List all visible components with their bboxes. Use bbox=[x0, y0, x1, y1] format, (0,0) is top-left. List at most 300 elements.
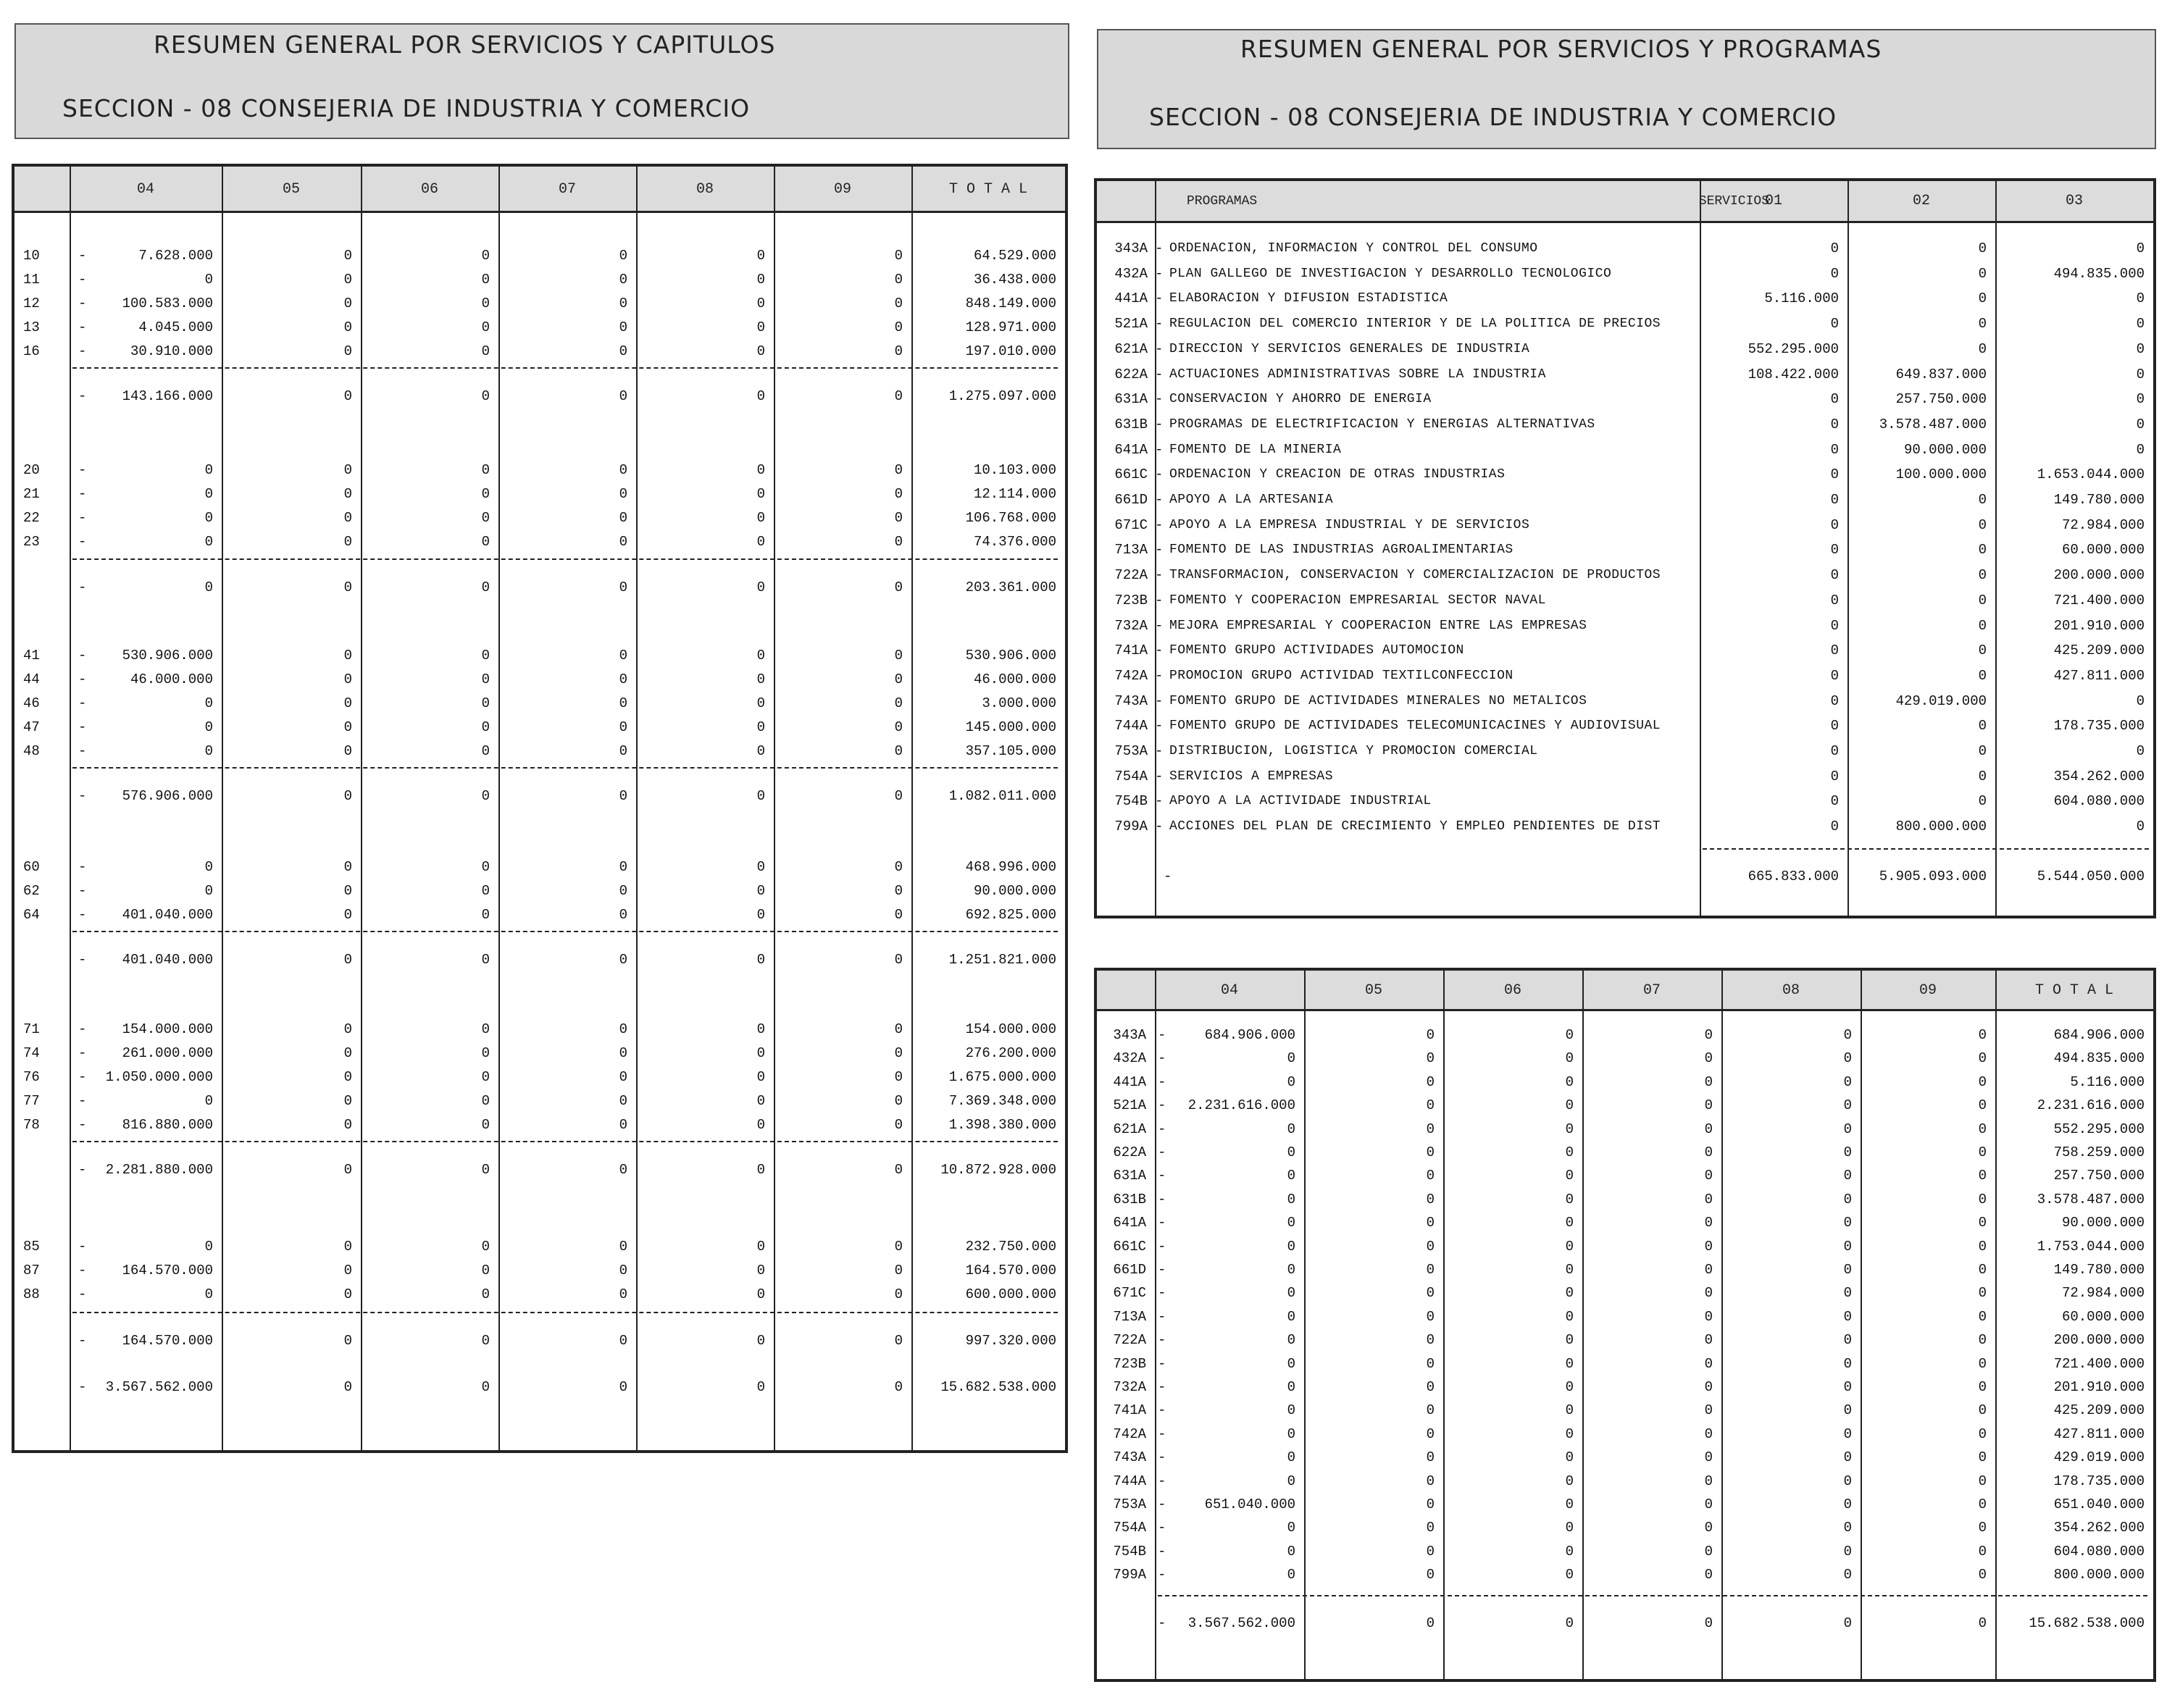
row-code: 78 bbox=[23, 1117, 40, 1133]
row-value: 46.000.000 bbox=[130, 671, 213, 687]
row-value: 0 bbox=[894, 534, 903, 550]
row-value: 0 bbox=[1978, 1262, 1987, 1278]
row-value: 0 bbox=[1426, 1496, 1435, 1512]
row-value: 0 bbox=[1843, 1168, 1852, 1184]
row-value: 0 bbox=[1843, 1239, 1852, 1255]
row-value: 0 bbox=[756, 1093, 765, 1109]
row-dash: - bbox=[78, 272, 87, 288]
row-value: 0 bbox=[894, 486, 903, 502]
row-value: 0 bbox=[481, 743, 490, 759]
row-value: 0 bbox=[894, 1286, 903, 1302]
row-dash: - bbox=[1158, 1402, 1166, 1418]
row-value: 30.910.000 bbox=[130, 343, 213, 359]
row-value: 0 bbox=[481, 272, 490, 288]
row-total: 203.361.000 bbox=[965, 579, 1056, 595]
row-code: 76 bbox=[23, 1069, 40, 1085]
row-value: 0 bbox=[894, 695, 903, 711]
row-value: 0 bbox=[1426, 1332, 1435, 1348]
row-value: 0 bbox=[619, 1239, 627, 1255]
row-dash: - bbox=[1155, 567, 1164, 583]
row-value: 0 bbox=[204, 486, 213, 502]
row-value: 0 bbox=[1426, 1050, 1435, 1066]
row-value: 0 bbox=[894, 883, 903, 899]
row-dash: - bbox=[1158, 1449, 1166, 1465]
row-value: 0 bbox=[619, 486, 627, 502]
row-value: 0 bbox=[1843, 1356, 1852, 1372]
row-value: 0 bbox=[343, 296, 352, 311]
row-value: 3.578.487.000 bbox=[1879, 416, 1987, 432]
program-description: FOMENTO GRUPO DE ACTIVIDADES MINERALES NO METALICOS bbox=[1169, 694, 1587, 708]
program-code: 441A bbox=[1113, 1074, 1146, 1090]
row-value: 0 bbox=[894, 248, 903, 264]
row-value: 0 bbox=[1565, 1356, 1574, 1372]
row-value: 0 bbox=[894, 859, 903, 875]
row-value: 0 bbox=[756, 1117, 765, 1133]
row-value: 401.040.000 bbox=[122, 952, 213, 968]
row-total: 427.811.000 bbox=[2053, 1426, 2145, 1442]
program-code: 661D bbox=[1113, 1262, 1146, 1278]
row-value: 0 bbox=[2136, 316, 2145, 332]
row-value: 0 bbox=[481, 1239, 490, 1255]
row-value: 0 bbox=[1843, 1050, 1852, 1066]
row-total: 758.259.000 bbox=[2053, 1144, 2145, 1160]
separator-line bbox=[72, 1141, 1058, 1142]
row-value: 0 bbox=[1565, 1496, 1574, 1512]
row-value: 0 bbox=[894, 579, 903, 595]
row-value: 0 bbox=[1704, 1050, 1713, 1066]
row-value: 0 bbox=[1704, 1356, 1713, 1372]
program-description: REGULACION DEL COMERCIO INTERIOR Y DE LA POLITICA DE PRECIOS bbox=[1169, 317, 1661, 331]
row-total: 10.872.928.000 bbox=[940, 1162, 1056, 1178]
row-value: 0 bbox=[756, 579, 765, 595]
row-dash: - bbox=[78, 248, 87, 264]
program-description: CONSERVACION Y AHORRO DE ENERGIA bbox=[1169, 392, 1432, 406]
row-total: 600.000.000 bbox=[965, 1286, 1056, 1302]
row-value: 0 bbox=[1426, 1309, 1435, 1325]
row-total: 3.578.487.000 bbox=[2037, 1192, 2145, 1207]
separator-line bbox=[72, 558, 1058, 560]
column-header: 09 bbox=[833, 181, 851, 198]
row-dash: - bbox=[78, 671, 87, 687]
row-value: 0 bbox=[1830, 618, 1839, 634]
row-value: 0 bbox=[894, 296, 903, 311]
row-value: 0 bbox=[1843, 1332, 1852, 1348]
row-value: 0 bbox=[1843, 1567, 1852, 1583]
row-value: 0 bbox=[343, 319, 352, 335]
row-value: 354.262.000 bbox=[2053, 769, 2145, 784]
row-value: 0 bbox=[894, 907, 903, 923]
row-total: 154.000.000 bbox=[965, 1021, 1056, 1037]
row-value: 0 bbox=[1426, 1426, 1435, 1442]
row-value: 0 bbox=[894, 319, 903, 335]
separator-line bbox=[72, 931, 1058, 932]
program-code: 753A bbox=[1114, 743, 1148, 759]
row-dash: - bbox=[1158, 1567, 1166, 1583]
row-value: 2.281.880.000 bbox=[105, 1162, 213, 1178]
row-value: 0 bbox=[894, 343, 903, 359]
row-value: 0 bbox=[1704, 1121, 1713, 1137]
row-value: 149.780.000 bbox=[2053, 492, 2145, 508]
program-description: ACCIONES DEL PLAN DE CRECIMIENTO Y EMPLEO PENDIENTES DE DIST bbox=[1169, 819, 1661, 834]
row-total: 425.209.000 bbox=[2053, 1402, 2145, 1418]
row-value: 0 bbox=[343, 1333, 352, 1349]
row-value: 0 bbox=[1704, 1379, 1713, 1395]
row-value: 0 bbox=[619, 1379, 627, 1395]
row-value: 0 bbox=[1843, 1097, 1852, 1113]
row-value: 154.000.000 bbox=[122, 1021, 213, 1037]
row-value: 0 bbox=[619, 859, 627, 875]
row-value: 0 bbox=[204, 695, 213, 711]
program-code: 631A bbox=[1113, 1168, 1146, 1184]
row-value: 0 bbox=[1704, 1285, 1713, 1301]
row-value: 0 bbox=[619, 296, 627, 311]
program-code: 622A bbox=[1113, 1144, 1146, 1160]
row-value: 651.040.000 bbox=[1204, 1496, 1295, 1512]
row-value: 0 bbox=[1287, 1309, 1295, 1325]
row-total: 106.768.000 bbox=[965, 510, 1056, 526]
row-dash: - bbox=[1155, 316, 1164, 332]
row-value: 0 bbox=[481, 648, 490, 663]
row-value: 0 bbox=[1287, 1426, 1295, 1442]
program-code: 521A bbox=[1113, 1097, 1146, 1113]
row-value: 0 bbox=[1287, 1544, 1295, 1560]
row-value: 0 bbox=[1843, 1496, 1852, 1512]
row-dash: - bbox=[78, 1379, 87, 1395]
row-code: 48 bbox=[23, 743, 40, 759]
row-value: 0 bbox=[756, 671, 765, 687]
row-value: 0 bbox=[343, 719, 352, 735]
row-dash: - bbox=[1155, 266, 1164, 282]
header-programas: PROGRAMAS bbox=[1187, 194, 1258, 209]
row-dash: - bbox=[78, 579, 87, 595]
row-value: 0 bbox=[343, 1021, 352, 1037]
row-total: 800.000.000 bbox=[2053, 1567, 2145, 1583]
row-value: 0 bbox=[1830, 642, 1839, 658]
row-value: 0 bbox=[1978, 618, 1987, 634]
row-value: 0 bbox=[1565, 1379, 1574, 1395]
row-dash: - bbox=[78, 1093, 87, 1109]
row-value: 0 bbox=[619, 648, 627, 663]
row-value: 0 bbox=[619, 1093, 627, 1109]
row-dash: - bbox=[78, 1021, 87, 1037]
row-value: 0 bbox=[1704, 1097, 1713, 1113]
row-value: 401.040.000 bbox=[122, 907, 213, 923]
row-value: 0 bbox=[2136, 240, 2145, 256]
program-code: 799A bbox=[1113, 1567, 1146, 1583]
row-value: 0 bbox=[1565, 1309, 1574, 1325]
column-header: 07 bbox=[558, 181, 576, 198]
row-dash: - bbox=[78, 695, 87, 711]
program-code: 741A bbox=[1114, 642, 1148, 658]
row-total: 10.103.000 bbox=[973, 462, 1056, 478]
row-code: 22 bbox=[23, 510, 40, 526]
program-code: 432A bbox=[1114, 266, 1148, 282]
row-dash: - bbox=[78, 534, 87, 550]
row-value: 0 bbox=[1426, 1356, 1435, 1372]
row-value: 0 bbox=[1978, 743, 1987, 759]
row-value: 0 bbox=[1704, 1027, 1713, 1043]
row-value: 0 bbox=[1287, 1356, 1295, 1372]
row-value: 0 bbox=[2136, 743, 2145, 759]
row-value: 0 bbox=[204, 719, 213, 735]
row-value: 0 bbox=[756, 648, 765, 663]
program-code: 744A bbox=[1114, 718, 1148, 734]
row-value: 0 bbox=[343, 1379, 352, 1395]
row-value: 0 bbox=[1704, 1309, 1713, 1325]
row-dash: - bbox=[1158, 1144, 1166, 1160]
row-dash: - bbox=[1158, 1121, 1166, 1137]
row-dash: - bbox=[78, 319, 87, 335]
row-value: 425.209.000 bbox=[2053, 642, 2145, 658]
row-total: 2.231.616.000 bbox=[2037, 1097, 2145, 1113]
row-value: 0 bbox=[343, 743, 352, 759]
row-value: 0 bbox=[343, 1117, 352, 1133]
row-value: 0 bbox=[1830, 718, 1839, 734]
program-code: 754A bbox=[1113, 1520, 1146, 1536]
row-value: 3.567.562.000 bbox=[105, 1379, 213, 1395]
row-dash: - bbox=[78, 952, 87, 968]
row-value: 0 bbox=[2136, 442, 2145, 458]
row-value: 0 bbox=[1978, 567, 1987, 583]
row-value: 0 bbox=[1830, 693, 1839, 709]
row-dash: - bbox=[1155, 793, 1164, 809]
row-dash: - bbox=[1155, 416, 1164, 432]
row-value: 0 bbox=[2136, 693, 2145, 709]
row-value: 0 bbox=[1978, 593, 1987, 608]
row-code: 21 bbox=[23, 486, 40, 502]
row-value: 0 bbox=[1704, 1168, 1713, 1184]
row-dash: - bbox=[1155, 693, 1164, 709]
row-value: 4.045.000 bbox=[138, 319, 213, 335]
row-value: 0 bbox=[1426, 1168, 1435, 1184]
row-value: 0 bbox=[1978, 668, 1987, 684]
row-total: 552.295.000 bbox=[2053, 1121, 2145, 1137]
row-value: 0 bbox=[619, 1333, 627, 1349]
row-dash: - bbox=[78, 1117, 87, 1133]
left-banner-section: SECCION - 08 CONSEJERIA DE INDUSTRIA Y COMERCIO bbox=[62, 94, 751, 122]
row-value: 0 bbox=[1978, 1496, 1987, 1512]
row-total: 5.905.093.000 bbox=[1879, 868, 1987, 884]
row-value: 0 bbox=[1978, 290, 1987, 306]
row-dash: - bbox=[1158, 1473, 1166, 1489]
row-value: 0 bbox=[894, 671, 903, 687]
row-value: 0 bbox=[619, 272, 627, 288]
row-value: 0 bbox=[619, 319, 627, 335]
row-value: 0 bbox=[619, 1117, 627, 1133]
header-servicios: SERVICIOS bbox=[1698, 194, 1769, 209]
column-header: 03 bbox=[2065, 193, 2083, 209]
row-total: 164.570.000 bbox=[965, 1263, 1056, 1278]
program-description: ORDENACION, INFORMACION Y CONTROL DEL CONSUMO bbox=[1169, 241, 1538, 256]
row-value: 0 bbox=[1978, 1144, 1987, 1160]
row-value: 0 bbox=[1830, 668, 1839, 684]
row-value: 0 bbox=[756, 534, 765, 550]
row-total: 201.910.000 bbox=[2053, 1379, 2145, 1395]
row-value: 0 bbox=[756, 319, 765, 335]
row-value: 0 bbox=[1426, 1544, 1435, 1560]
row-value: 0 bbox=[1978, 1567, 1987, 1583]
row-value: 0 bbox=[343, 1286, 352, 1302]
row-value: 0 bbox=[619, 1263, 627, 1278]
row-value: 0 bbox=[1565, 1239, 1574, 1255]
program-description: DIRECCION Y SERVICIOS GENERALES DE INDUSTRIA bbox=[1169, 342, 1530, 356]
row-value: 427.811.000 bbox=[2053, 668, 2145, 684]
row-value: 0 bbox=[1978, 793, 1987, 809]
row-value: 143.166.000 bbox=[122, 388, 213, 404]
row-value: 0 bbox=[343, 695, 352, 711]
row-value: 0 bbox=[481, 486, 490, 502]
row-dash: - bbox=[1155, 517, 1164, 533]
row-value: 0 bbox=[894, 510, 903, 526]
program-description: ORDENACION Y CREACION DE OTRAS INDUSTRIAS bbox=[1169, 467, 1506, 482]
row-total: 232.750.000 bbox=[965, 1239, 1056, 1255]
row-value: 0 bbox=[1565, 1567, 1574, 1583]
row-dash: - bbox=[1158, 1379, 1166, 1395]
row-value: 0 bbox=[343, 1069, 352, 1085]
row-dash: - bbox=[1158, 1262, 1166, 1278]
row-value: 0 bbox=[1426, 1473, 1435, 1489]
row-value: 0 bbox=[1978, 1332, 1987, 1348]
program-description: FOMENTO Y COOPERACION EMPRESARIAL SECTOR NAVAL bbox=[1169, 593, 1546, 608]
program-code: 343A bbox=[1113, 1027, 1146, 1043]
row-value: 721.400.000 bbox=[2053, 593, 2145, 608]
right-banner-title: RESUMEN GENERAL POR SERVICIOS Y PROGRAMAS bbox=[1240, 35, 1882, 63]
row-value: 0 bbox=[1565, 1262, 1574, 1278]
row-value: 0 bbox=[1287, 1567, 1295, 1583]
row-dash: - bbox=[1158, 1074, 1166, 1090]
row-value: 257.750.000 bbox=[1895, 391, 1987, 407]
column-header: 02 bbox=[1912, 193, 1930, 209]
row-dash: - bbox=[1158, 1356, 1166, 1372]
row-dash: - bbox=[1158, 1192, 1166, 1207]
row-value: 0 bbox=[1426, 1192, 1435, 1207]
row-value: 0 bbox=[1565, 1544, 1574, 1560]
row-value: 0 bbox=[481, 1263, 490, 1278]
row-value: 0 bbox=[1287, 1262, 1295, 1278]
row-value: 0 bbox=[619, 743, 627, 759]
row-value: 0 bbox=[1843, 1402, 1852, 1418]
row-value: 0 bbox=[204, 534, 213, 550]
row-total: 354.262.000 bbox=[2053, 1520, 2145, 1536]
row-value: 0 bbox=[204, 462, 213, 478]
row-value: 0 bbox=[481, 319, 490, 335]
row-value: 0 bbox=[894, 743, 903, 759]
row-value: 0 bbox=[1830, 567, 1839, 583]
row-dash: - bbox=[1155, 442, 1164, 458]
row-value: 0 bbox=[1978, 1520, 1987, 1536]
row-value: 0 bbox=[1843, 1262, 1852, 1278]
row-value: 0 bbox=[2136, 819, 2145, 834]
row-total: 7.369.348.000 bbox=[948, 1093, 1056, 1109]
row-value: 0 bbox=[756, 883, 765, 899]
column-header: 04 bbox=[136, 181, 154, 198]
row-value: 0 bbox=[1287, 1449, 1295, 1465]
row-value: 108.422.000 bbox=[1748, 367, 1839, 382]
row-value: 0 bbox=[1426, 1520, 1435, 1536]
program-code: 742A bbox=[1114, 668, 1148, 684]
row-value: 0 bbox=[1287, 1285, 1295, 1301]
row-value: 0 bbox=[1978, 1426, 1987, 1442]
row-value: 0 bbox=[756, 272, 765, 288]
row-code: 12 bbox=[23, 296, 40, 311]
row-code: 64 bbox=[23, 907, 40, 923]
row-total: 848.149.000 bbox=[965, 296, 1056, 311]
row-total: 1.675.000.000 bbox=[948, 1069, 1056, 1085]
right-programas-capitulos-table bbox=[1094, 968, 2156, 1682]
row-value: 0 bbox=[894, 1379, 903, 1395]
row-value: 0 bbox=[1426, 1074, 1435, 1090]
row-value: 164.570.000 bbox=[122, 1333, 213, 1349]
row-value: 200.000.000 bbox=[2053, 567, 2145, 583]
left-header-banner bbox=[14, 23, 1069, 139]
row-value: 0 bbox=[204, 272, 213, 288]
row-value: 0 bbox=[481, 1333, 490, 1349]
row-dash: - bbox=[1164, 868, 1172, 884]
row-value: 0 bbox=[1978, 1027, 1987, 1043]
row-value: 0 bbox=[1287, 1520, 1295, 1536]
row-value: 0 bbox=[1426, 1379, 1435, 1395]
program-description: FOMENTO GRUPO ACTIVIDADES AUTOMOCION bbox=[1169, 643, 1464, 658]
row-dash: - bbox=[1158, 1544, 1166, 1560]
row-value: 0 bbox=[1978, 1356, 1987, 1372]
row-value: 0 bbox=[1843, 1426, 1852, 1442]
row-dash: - bbox=[1158, 1168, 1166, 1184]
row-value: 0 bbox=[756, 695, 765, 711]
row-value: 0 bbox=[204, 1093, 213, 1109]
row-value: 0 bbox=[1565, 1168, 1574, 1184]
row-total: 692.825.000 bbox=[965, 907, 1056, 923]
row-value: 0 bbox=[894, 1021, 903, 1037]
row-value: 0 bbox=[1565, 1050, 1574, 1066]
row-value: 0 bbox=[343, 534, 352, 550]
row-value: 0 bbox=[619, 671, 627, 687]
row-value: 0 bbox=[1565, 1520, 1574, 1536]
row-value: 604.080.000 bbox=[2053, 793, 2145, 809]
row-dash: - bbox=[78, 1263, 87, 1278]
row-dash: - bbox=[1155, 240, 1164, 256]
row-total: 684.906.000 bbox=[2053, 1027, 2145, 1043]
row-value: 0 bbox=[1565, 1285, 1574, 1301]
row-total: 468.996.000 bbox=[965, 859, 1056, 875]
row-dash: - bbox=[1158, 1309, 1166, 1325]
row-value: 0 bbox=[2136, 391, 2145, 407]
row-value: 0 bbox=[1830, 240, 1839, 256]
row-value: 0 bbox=[1426, 1027, 1435, 1043]
row-value: 0 bbox=[481, 1379, 490, 1395]
row-value: 0 bbox=[343, 1045, 352, 1061]
row-dash: - bbox=[78, 907, 87, 923]
row-dash: - bbox=[1158, 1215, 1166, 1231]
row-value: 0 bbox=[756, 719, 765, 735]
row-value: 0 bbox=[1978, 718, 1987, 734]
row-value: 100.000.000 bbox=[1895, 466, 1987, 482]
right-banner-section: SECCION - 08 CONSEJERIA DE INDUSTRIA Y COMERCIO bbox=[1149, 103, 1837, 131]
row-value: 0 bbox=[1978, 316, 1987, 332]
program-code: 621A bbox=[1113, 1121, 1146, 1137]
program-code: 732A bbox=[1113, 1379, 1146, 1395]
row-value: 0 bbox=[1704, 1332, 1713, 1348]
program-code: 722A bbox=[1113, 1332, 1146, 1348]
column-header: 08 bbox=[696, 181, 714, 198]
row-value: 0 bbox=[1704, 1074, 1713, 1090]
row-value: 0 bbox=[1704, 1215, 1713, 1231]
column-header: 08 bbox=[1782, 982, 1800, 999]
row-value: 0 bbox=[619, 462, 627, 478]
row-value: 0 bbox=[1287, 1402, 1295, 1418]
program-code: 661C bbox=[1113, 1239, 1146, 1255]
row-value: 0 bbox=[343, 1263, 352, 1278]
row-value: 0 bbox=[894, 1069, 903, 1085]
